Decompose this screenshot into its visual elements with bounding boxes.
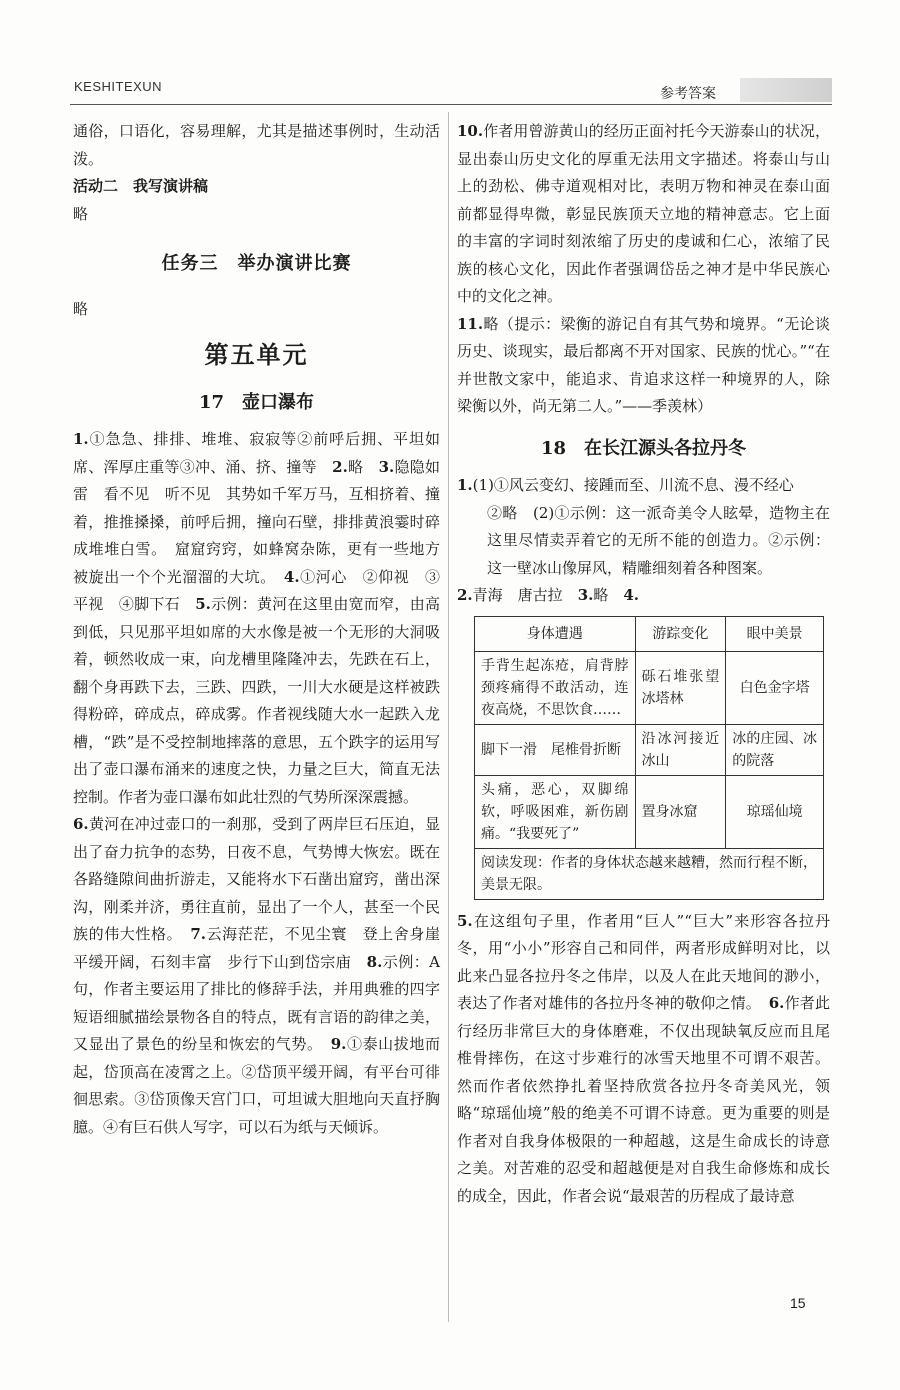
answer-11: 11.略（提示：梁衡的游记自有其气势和境界。“无论谈历史、谈现实，最后都离不开对国家、民族的忧心。”“在并世散文家中，能追求、肯追求这样一种境界的人，除梁衡以外，尚无第二人。”——季羡林） (457, 314, 830, 415)
table-row (475, 775, 824, 848)
lue-text: 略 (73, 204, 89, 223)
table-header: 游踪变化 (635, 616, 726, 651)
answer-b2-b4: 2.青海 唐古拉 3.略 4. (457, 586, 640, 604)
table-header: 眼中美景 (726, 616, 824, 651)
table-cell: 白色金字塔 (726, 651, 824, 724)
table-cell: 脚下一滑 尾椎骨折断 (475, 724, 636, 775)
table-header-row (475, 616, 824, 651)
header-brand: KESHITEXUN (74, 79, 163, 94)
table-cell: 手背生起冻疮，肩背脖颈疼痛得不敢活动，连夜高烧，不思饮食…… (475, 651, 636, 724)
table-cell: 冰的庄园、冰的院落 (726, 724, 824, 775)
table-header: 身体遭遇 (475, 616, 636, 651)
answer-table (474, 616, 824, 900)
header-rule (70, 104, 832, 105)
answer-block-1-5: 1.①急急、排排、堆堆、寂寂等②前呼后拥、平坦如席、浑厚庄重等③冲、涌、挤、撞等 2.略 3.隐隐如雷 看不见 听不见 其势如千军万马，互相挤着、撞着，推推搡搡，前呼后拥，撞向石壁，排排黄浪霎时碎成堆堆白雪。 窟窟窍窍，如蜂窝杂陈，更有一些地方被旋出一个个光溜溜的大坑。 4.①河心 ②仰视 ③平视 ④脚下石 5.示例：黄河在这里由宽而窄，由高到低，只见那平坦如席的大水像是被一个无形的大洞吸着，顿然收成一束，向龙槽里隆隆冲去，先跌在石上，翻个身再跌下去，三跌、四跌，一川大水硬是这样被跌得粉碎，碎成点，碎成雾。作者视线随大水一起跌入龙槽，“跌”是不受控制地摔落的意思，五个跌字的运用写出了壶口瀑布涌来的速度之快，力量之巨大，简直无法控制。作者为壶口瀑布如此壮烈的气势所深深震撼。 (73, 430, 440, 806)
table-row (475, 724, 824, 775)
table-cell: 置身冰窟 (635, 775, 726, 848)
task3-title: 任务三 举办演讲比赛 (161, 253, 352, 274)
activity-heading: 活动二 我写演讲稿 (73, 177, 209, 195)
lue-text: 略 (73, 299, 89, 318)
lesson17-title: 17 壶口瀑布 (198, 391, 315, 413)
header-section: 参考答案 (660, 86, 716, 102)
table-cell: 沿冰河接近冰山 (635, 724, 726, 775)
answer-block-6-9: 6.黄河在冲过壶口的一刹那，受到了两岸巨石压迫，显出了奋力抗争的态势，日夜不息，气势博大恢宏。既在各路缝隙间曲折游走，又能将水下石凿出窟窍，凿出深沟，刚柔并济，勇往直前，显出了一个人，甚至一个民族的伟大性格。 7.云海茫茫，不见尘寰 登上舍身崖 平缓开阔，石刻丰富 步行下山到岱宗庙 8.示例：A句，作者主要运用了排比的修辞手法，并用典雅的四字短语细腻描绘景物各自的特点，既有言语的韵律之美，又显出了景色的纷呈和恢宏的气势。 9.①泰山拔地而起，岱顶高在凌霄之上。②岱顶平缓开阔，有平台可徘徊思索。③岱顶像天宫门口，可坦诚大胆地向天直抒胸臆。④有巨石供人写字，可以石为纸与天倾诉。 (73, 815, 455, 1136)
table-cell: 头痛，恶心，双脚绵软，呼吸困难，新伤剧痛。“我要死了” (475, 775, 636, 848)
table-cell: 琼瑶仙境 (726, 775, 824, 848)
right-column (457, 118, 830, 1210)
header-band (740, 78, 832, 102)
intro-paragraph: 通俗，口语化，容易理解，尤其是描述事例时，生动活泼。 (73, 122, 440, 168)
answer-b1-cont: ②略 (2)①示例：这一派奇美令人眩晕，造物主在这里尽情卖弄着它的无所不能的创造力。②示例：这一壁冰山像屏风，精雕细刻着各种图案。 (487, 503, 830, 577)
table-row (475, 651, 824, 724)
answer-b1: 1.(1)①风云变幻、接踵而至、川流不息、漫不经心 (457, 476, 794, 494)
answer-10: 10.作者用曾游黄山的经历正面衬托今天游泰山的状况，显出泰山历史文化的厚重无法用文字描述。将泰山与山上的劲松、佛寺道观相对比，表明万物和神灵在泰山面前都显得卑微，彰显民族顶天立地的精神意志。它上面的丰富的字词时刻浓缩了历史的虔诚和仁心，浓缩了民族的核心文化，因此作者强调岱岳之神才是中华民族心中的文化之神。 (457, 122, 830, 305)
left-column (73, 118, 455, 1141)
table-footer: 阅读发现：作者的身体状态越来越糟，然而行程不断，美景无限。 (475, 848, 824, 899)
table-footer-row (475, 848, 824, 899)
column-divider (448, 112, 449, 1322)
answer-b5-b6: 5.在这组句子里，作者用“巨人”“巨大”来形容各拉丹冬，用“小小”形容自己和同伴，两者形成鲜明对比，以此来凸显各拉丹冬之伟岸，以及人在此天地间的渺小，表达了作者对雄伟的各拉丹冬神的敬仰之情。 6.作者此行经历非常巨大的身体磨难，不仅出现缺氧反应而且尾椎骨摔伤，在这寸步难行的冰雪天地里不可谓不艰苦。然而作者依然挣扎着坚持欣赏各拉丹冬奇美风光，领略“琼瑶仙境”般的绝美不可谓不诗意。更为重要的则是作者对自我身体极限的一种超越，这是生命成长的诗意之美。对苦难的忍受和超越便是对自我生命修炼和成长的成全，因此，作者会说“最艰苦的历程成了最诗意 (457, 911, 830, 1205)
lesson18-title: 18 在长江源头各拉丹冬 (540, 437, 747, 459)
table-cell: 砾石堆张望冰塔林 (635, 651, 726, 724)
unit-title: 第五单元 (204, 340, 309, 369)
page-number: 15 (790, 1295, 806, 1311)
